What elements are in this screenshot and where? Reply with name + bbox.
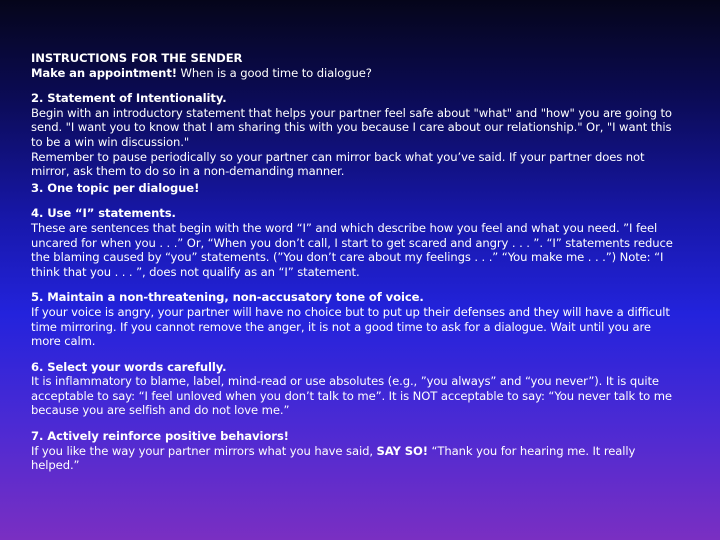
- spacer: [31, 279, 680, 290]
- section-4-body: These are sentences that begin with the word “I” and which describe how you feel and what you need. ”I feel uncared for when you . . .” Or, “When you don’t call, I start to get scared and angry . . . ”. “I” statements reduce the blaming caused by “you” statements. (”You don’t care about my feelings . . .” “You make me . . .”) Note: “I think that you . . . ”, does not qualify as an “I” statement.: [31, 220, 673, 279]
- section-2-body-2: Remember to pause periodically so your partner can mirror back what you’ve said. If your partner does not mirror, ask them to do so in a non-demanding manner.: [31, 149, 645, 179]
- section-5-heading: 5. Maintain a non-threatening, non-accusatory tone of voice.: [31, 290, 424, 305]
- appointment-text: When is a good time to dialogue?: [176, 65, 372, 80]
- spacer: [31, 418, 680, 429]
- appointment-line: [31, 66, 680, 81]
- section-6-heading: 6. Select your words carefully.: [31, 359, 227, 374]
- appointment-heading: Make an appointment!: [31, 65, 177, 80]
- spacer: [31, 195, 680, 206]
- section-2-body: Begin with an introductory statement that helps your partner feel safe about "what" and "how" you are going to send. "I want you to know that I am sharing this with you because I care about our relationship." Or, "I want this to be a win win discussion.": [31, 105, 672, 149]
- section-2-heading: 2. Statement of Intentionality.: [31, 91, 227, 106]
- section-7-body-pre: If you like the way your partner mirrors what you have said,: [31, 443, 377, 458]
- section-4-heading: 4. Use “I” statements.: [31, 206, 176, 221]
- spacer: [31, 349, 680, 360]
- spacer: [31, 80, 680, 91]
- section-7-body-post: “Thank you for hearing me. It really helped.”: [31, 443, 636, 473]
- section-5-body: If your voice is angry, your partner will have no choice but to put up their defenses and they will have a difficult time mirroring. If you cannot remove the anger, it is not a good time to ask for a dialogue. Wait until you are more calm.: [31, 304, 670, 349]
- page-title: INSTRUCTIONS FOR THE SENDER: [31, 51, 243, 65]
- section-7-say-so: SAY SO!: [376, 443, 428, 458]
- section-6-body: It is inflammatory to blame, label, mind-read or use absolutes (e.g., ”you always” and “you never”). It is quite acceptable to say: “I feel unloved when you don’t talk to me”. It is NOT acceptable to say: “You never talk to me because you are selfish and do not love me.”: [31, 374, 672, 418]
- section-7-heading: 7. Actively reinforce positive behaviors!: [31, 429, 289, 444]
- section-7-body: [31, 444, 680, 473]
- section-3-heading: 3. One topic per dialogue!: [31, 180, 200, 195]
